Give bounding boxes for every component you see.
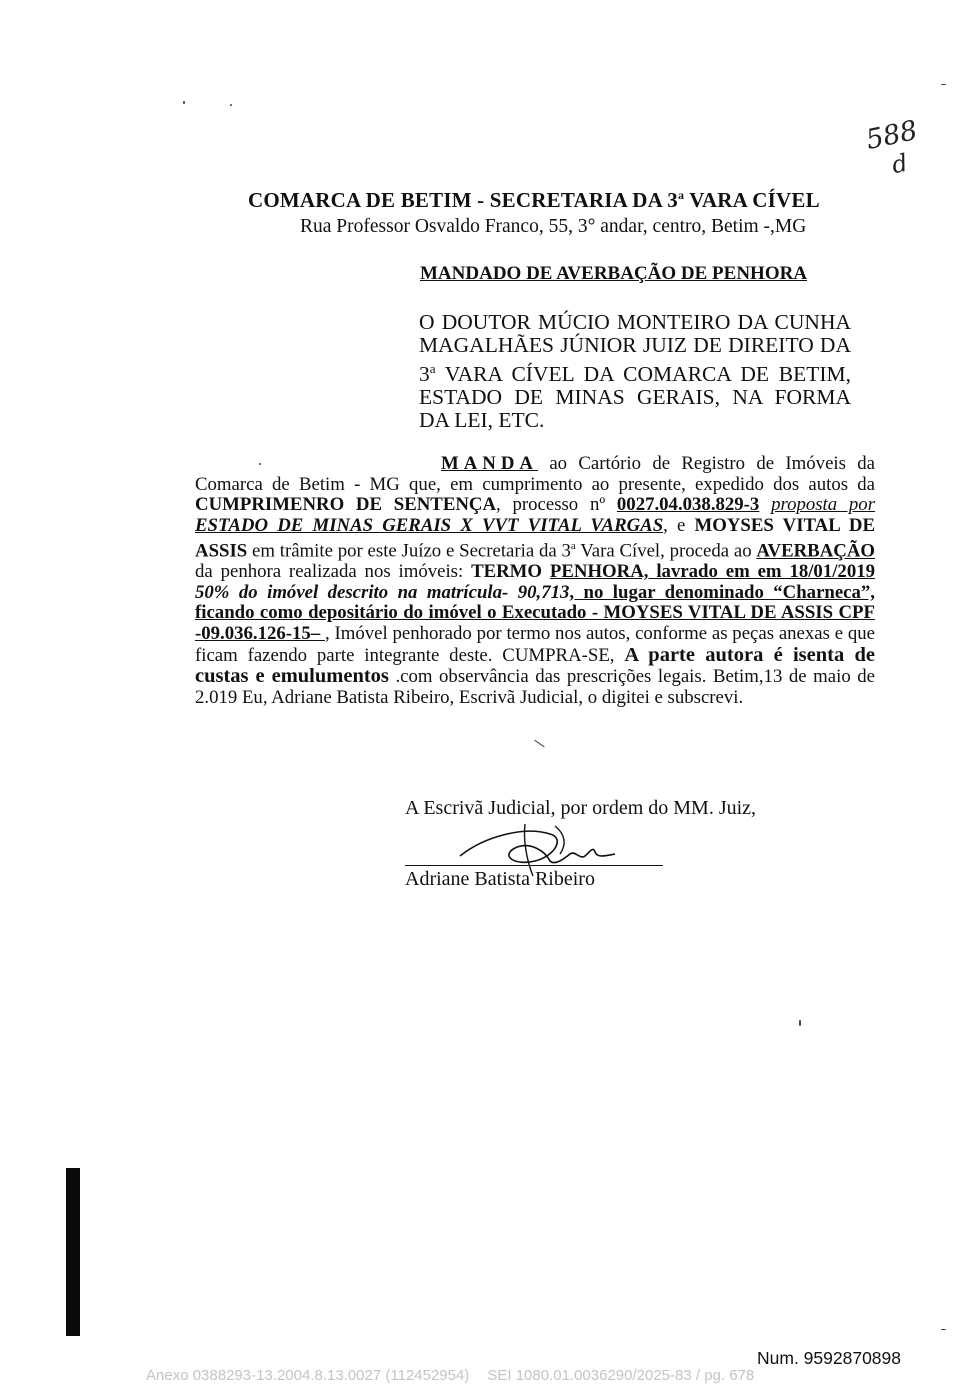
body-text-11: .com observância das prescrições legais. Betim,13 de maio de 2.019 Eu, Adriane Batista Ribeiro, Escrivã Judicial, o digitei e subscrevi. <box>195 666 875 708</box>
body-text-7: Vara Cível, proceda ao <box>575 540 757 562</box>
body-text-2: , processo nº <box>496 494 617 516</box>
termo-word: TERMO <box>471 561 550 583</box>
penhora-lavrado: PENHORA, lavrado em em 18/01/2019 <box>549 561 875 583</box>
signature-intro: A Escrivã Judicial, por ordem do MM. Juiz, <box>405 797 757 819</box>
handwritten-page-number: 588 <box>863 114 921 157</box>
judge-block <box>419 311 851 432</box>
scan-speck <box>183 101 185 104</box>
judge-ordinal: a <box>429 361 436 376</box>
court-address: Rua Professor Osvaldo Franco, 55, 3° andar, centro, Betim -,MG <box>300 216 807 237</box>
exemption-text: A parte autora é isenta de custas e emulumentos <box>195 643 875 688</box>
court-header-ordinal: a <box>677 188 685 202</box>
footer-reference <box>146 1367 754 1384</box>
cumprimento-label: CUMPRIMENRO DE SENTENÇA <box>195 494 497 516</box>
scan-speck <box>799 1020 801 1026</box>
handwritten-mark: d <box>889 148 911 180</box>
body-ordinal: a <box>570 540 576 553</box>
court-header-end: VARA CÍVEL <box>684 188 820 212</box>
body-text-10: , Imóvel penhorado por termo nos autos, conforme as peças anexas e que ficam fazendo parte integrante deste. CUMPRA-SE, <box>195 623 875 666</box>
court-header-text: COMARCA DE BETIM - SECRETARIA DA 3 <box>248 188 678 212</box>
scan-speck <box>230 104 232 106</box>
judge-text-1: O DOUTOR MÚCIO MONTEIRO DA CUNHA MAGALHÃES JÚNIOR JUIZ DE DIREITO DA 3 <box>419 310 851 387</box>
moyses-name: MOYSES VITAL DE ASSIS <box>195 514 875 562</box>
signatory-name: Adriane Batista Ribeiro <box>405 868 595 890</box>
footer-sei: SEI 1080.01.0036290/2025-83 / pg. 678 <box>487 1367 755 1384</box>
proposta-text: proposta por <box>771 494 876 516</box>
body-text-6: em trâmite por este Juízo e Secretaria da 3 <box>247 540 571 562</box>
averbacao-word: AVERBAÇÃO <box>756 540 876 562</box>
body-text-8: da penhora realizada nos imóveis: <box>195 561 472 583</box>
location-depositary: , no lugar denominado “Charneca”, ficando como depositário do imóvel o Executado - MOYSES VITAL DE ASSIS CPF -09.036.126-15– <box>195 581 875 645</box>
scan-mark <box>527 740 544 758</box>
parties-text: ESTADO DE MINAS GERAIS X VVT VITAL VARGAS <box>195 514 664 536</box>
scan-speck <box>941 84 946 85</box>
body-text-1: ao Cartório de Registro de Imóveis da Comarca de Betim - MG que, em cumprimento ao presente, expedido dos autos da <box>195 453 875 495</box>
signature-line <box>405 865 663 866</box>
percentage-text: 50% do imóvel descrito na matrícula- 90,713 <box>195 581 570 603</box>
court-header <box>248 188 820 213</box>
body-paragraph <box>195 454 875 708</box>
document-number: Num. 9592870898 <box>757 1348 901 1368</box>
manda-word: MANDA <box>441 453 538 474</box>
body-text-5: , e <box>663 514 695 536</box>
document-title: MANDADO DE AVERBAÇÃO DE PENHORA <box>420 263 808 284</box>
scan-speck <box>941 1329 946 1330</box>
judge-text-2: VARA CÍVEL DA COMARCA DE BETIM, ESTADO DE MINAS GERAIS, NA FORMA DA LEI, ETC. <box>419 362 851 433</box>
scan-edge-bar <box>66 1168 80 1336</box>
processo-number: 0027.04.038.829-3 <box>616 494 760 516</box>
body-space <box>759 494 771 515</box>
footer-annex: Anexo 0388293-13.2004.8.13.0027 (112452954) <box>146 1367 470 1384</box>
